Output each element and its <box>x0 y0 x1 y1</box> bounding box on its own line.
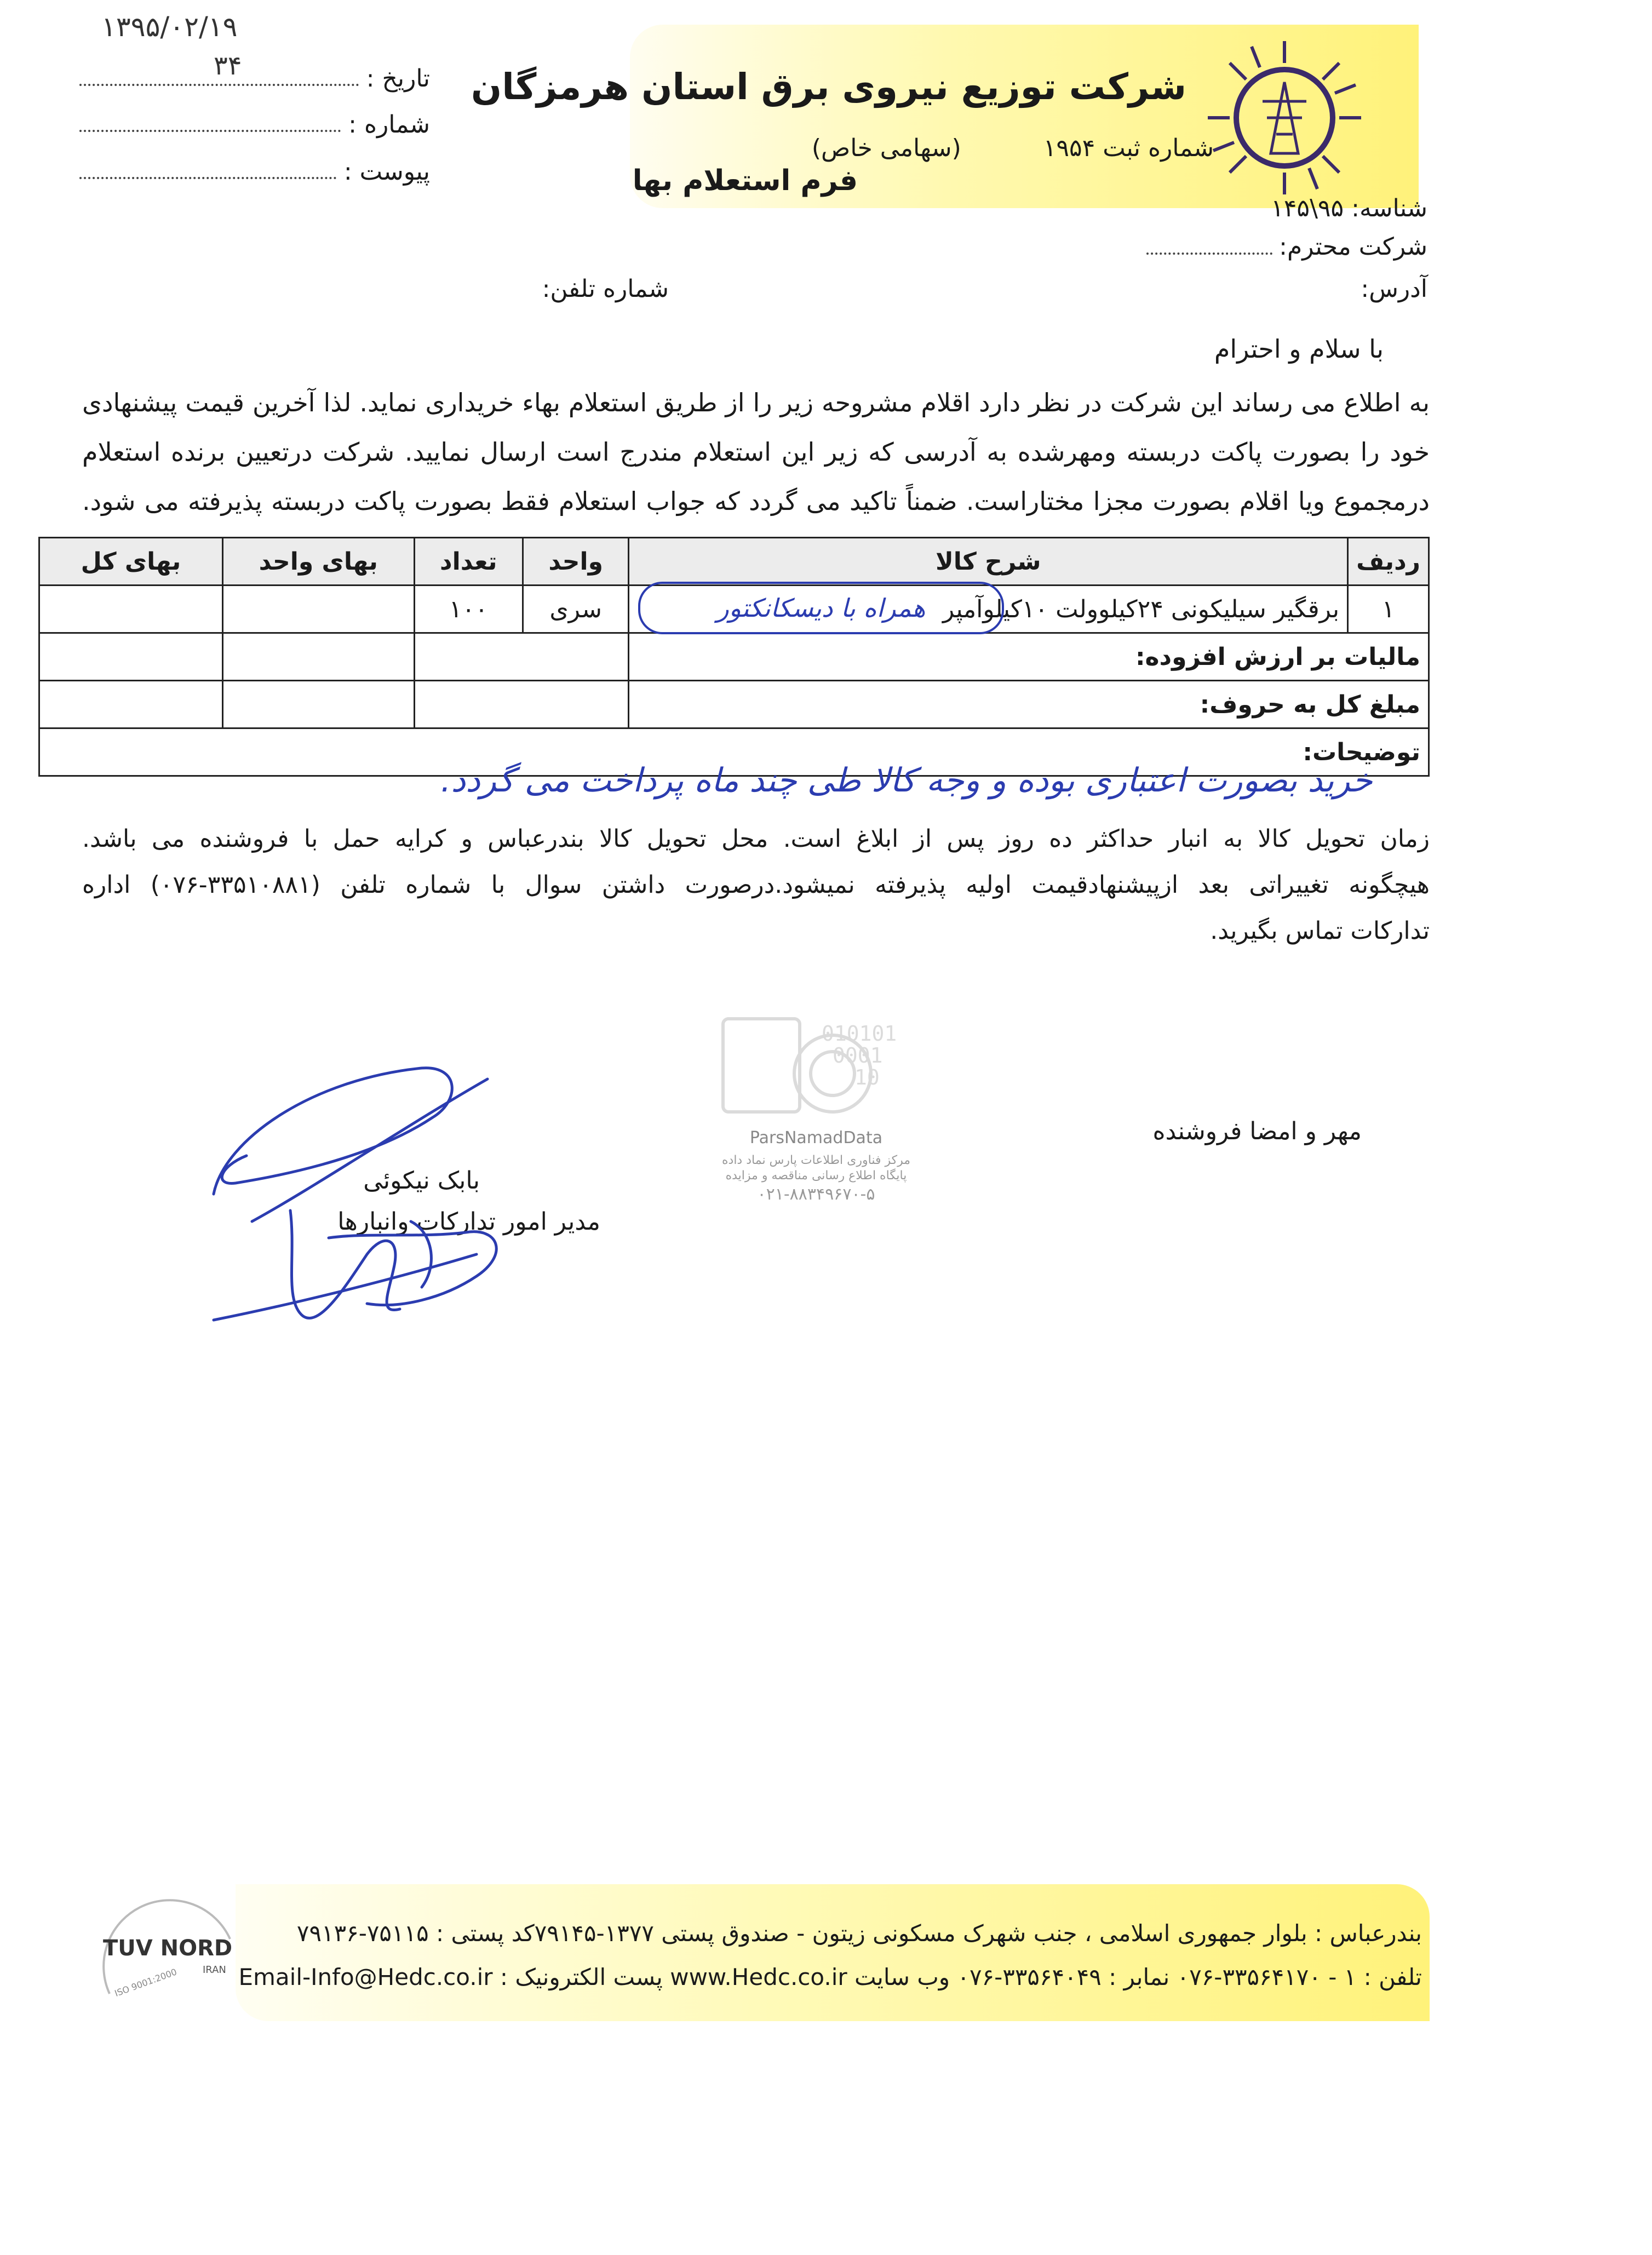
phone-label: شماره تلفن: <box>542 275 669 303</box>
header-quantity: تعداد <box>414 538 523 586</box>
cell-total <box>39 586 223 633</box>
vat-row <box>39 633 1429 681</box>
header-total: بهای کل <box>39 538 223 586</box>
address-label: آدرس: <box>1361 275 1427 303</box>
company-line <box>1146 233 1427 261</box>
registration-line <box>812 134 1214 162</box>
cell-unit-price <box>222 586 414 633</box>
watermark-sub1: مرکز فناوری اطلاعات پارس نماد داده <box>722 1154 910 1167</box>
svg-text:010101: 010101 <box>822 1022 897 1046</box>
vat-label: مالیات بر ارزش افزوده: <box>629 633 1429 681</box>
svg-text:10: 10 <box>854 1065 880 1089</box>
header-unit-price: بهای واحد <box>222 538 414 586</box>
body-paragraph <box>82 378 1430 526</box>
seller-seal-label: مهر و امضا فروشنده <box>1152 1117 1362 1145</box>
body-line: خود را بصورت پاکت دربسته ومهرشده به آدرسی که زیر این استعلام مندرج است ارسال نمایید. شرکت درتعیین برنده استعلام <box>82 437 1430 467</box>
notes-label: توضیحات: <box>39 728 1429 776</box>
body-line: به اطلاع می رساند این شرکت در نظر دارد اقلام مشروحه زیر را از طریق استعلام بهاء خریداری نماید. لذا آخرین قیمت پیشنهادی <box>82 388 1430 417</box>
header-description: شرح کالا <box>629 538 1348 586</box>
tuv-name: TUV NORD <box>103 1936 233 1961</box>
watermark-phone: ۰۲۱-۸۸۳۴۹۶۷۰-۵ <box>757 1185 875 1204</box>
date-field <box>79 65 430 93</box>
handwritten-date: ۱۳۹۵/۰۲/۱۹ <box>101 11 238 43</box>
power-tower-logo-icon <box>1197 30 1372 205</box>
number-field <box>79 111 430 139</box>
company-name: شرکت توزیع نیروی برق استان هرمزگان <box>471 66 1186 108</box>
watermark-sub2: پایگاه اطلاع رسانی مناقصه و مزایده <box>725 1169 907 1183</box>
registration-number: شماره ثبت ۱۹۵۴ <box>1043 134 1214 162</box>
handwritten-credit-note: خرید بصورت اعتباری بوده و وجه کالا طی چند ماه پرداخت می گردد. <box>440 761 1373 800</box>
svg-text:0001: 0001 <box>833 1043 883 1068</box>
vat-total <box>39 633 223 681</box>
total-words-row <box>39 681 1429 728</box>
reference-line <box>1271 194 1427 222</box>
attachment-label: پیوست : <box>343 158 430 186</box>
body-line: درمجموع ویا اقلام بصورت مجزا مختاراست. ضمناً تاکید می گردد که جواب استعلام فقط بصورت پاکت دربسته پذیرفته می شود. <box>82 486 1430 516</box>
watermark-subtitle <box>712 1153 920 1202</box>
terms-line: تدارکات تماس بگیرید. <box>1210 917 1430 945</box>
handwritten-signature-icon <box>203 1057 559 1364</box>
watermark-name: ParsNamadData <box>749 1128 883 1147</box>
footer-address: بندرعباس : بلوار جمهوری اسلامی ، جنب شهرک مسکونی زیتون - صندوق پستی ۱۳۷۷-۷۹۱۴۵کد پستی : ۷۵۱۱۵-۷۹۱۳۶ <box>296 1920 1422 1947</box>
vat-blank <box>414 633 629 681</box>
greeting: با سلام و احترام <box>1214 334 1384 364</box>
header-unit: واحد <box>523 538 628 586</box>
vat-unit-price <box>222 633 414 681</box>
reference-label: شناسه: <box>1351 194 1427 222</box>
cell-row-number: ۱ <box>1348 586 1429 633</box>
total-words-total <box>39 681 223 728</box>
footer-contact: تلفن : ۱ - ۳۳۵۶۴۱۷۰-۰۷۶ نمابر : ۳۳۵۶۴۰۴۹-۰۷۶ وب سایت www.Hedc.co.ir پست الکترونیک : Email-Info@Hedc.co.ir <box>238 1964 1422 1990</box>
footer-band <box>236 1884 1430 2021</box>
cell-unit: سری <box>523 586 628 633</box>
total-words-unit-price <box>222 681 414 728</box>
tuv-iso: ISO 9001:2000 <box>113 1966 179 1999</box>
cell-quantity: ۱۰۰ <box>414 586 523 633</box>
number-label: شماره : <box>348 111 430 139</box>
handwritten-number: ۳۴ <box>214 50 242 81</box>
handwritten-item-note: همراه با دیسکانکتور <box>638 582 1004 634</box>
header-row-number: ردیف <box>1348 538 1429 586</box>
signer-title: مدیر امور تدارکات وانبارها <box>337 1208 600 1236</box>
total-words-label: مبلغ کل به حروف: <box>629 681 1429 728</box>
form-title: فرم استعلام بها <box>632 164 858 197</box>
company-label: شرکت محترم: <box>1279 233 1427 261</box>
terms-paragraph <box>82 816 1430 954</box>
attachment-field <box>79 158 430 186</box>
company-type: (سهامی خاص) <box>811 134 961 162</box>
date-label: تاریخ : <box>366 65 430 93</box>
reference-value: ۹۵\۱۴۵ <box>1271 194 1344 222</box>
total-words-blank <box>414 681 629 728</box>
terms-line: هیچگونه تغییراتی بعد ازپیشنهادقیمت اولیه پذیرفته نمیشود.درصورت داشتن سوال با شماره تلفن (۳۳۵۱۰۸۸۱-۰۷۶) اداره <box>82 871 1430 899</box>
terms-line: زمان تحویل کالا به انبار حداکثر ده روز پس از ابلاغ است. محل تحویل کالا بندرعباس و کرایه حمل با فروشنده می باشد. <box>82 825 1430 853</box>
tuv-country: IRAN <box>203 1964 226 1976</box>
cell-description: برقگیر سیلیکونی ۲۴کیلوولت ۱۰کیلوآمپر <box>629 586 1348 633</box>
signer-name: بابک نیکوئی <box>363 1167 480 1195</box>
table-header-row <box>39 538 1429 586</box>
tuv-nord-certification-logo <box>93 1884 246 2021</box>
items-table <box>38 537 1430 777</box>
